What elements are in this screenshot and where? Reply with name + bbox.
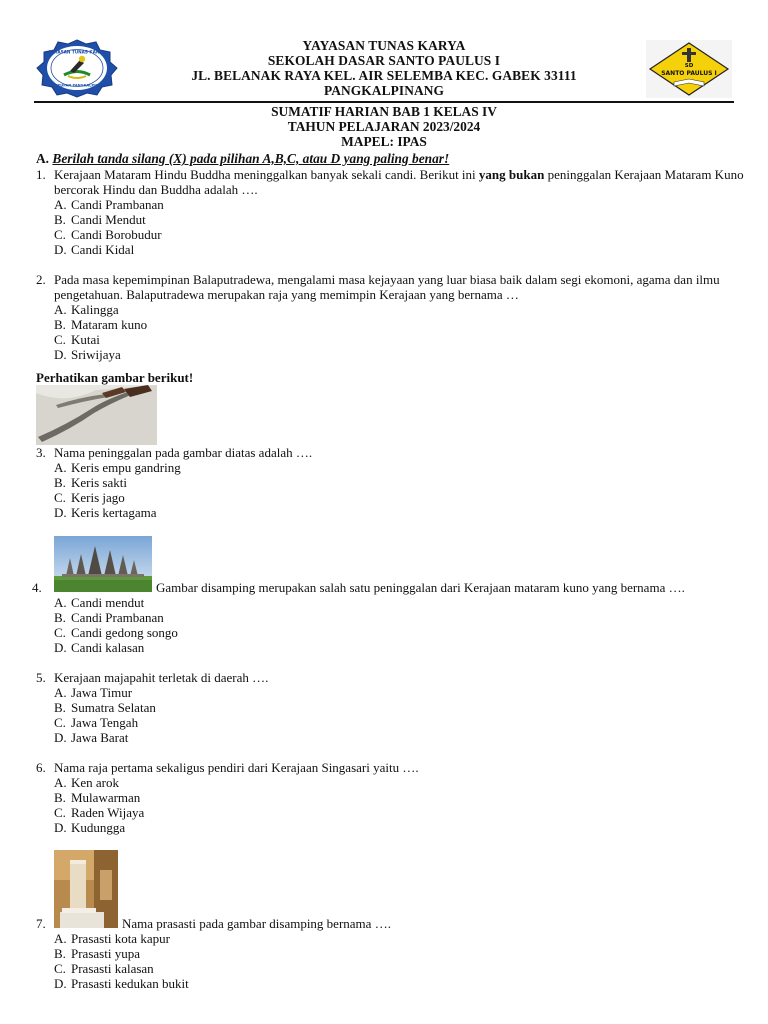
option-letter: A. bbox=[54, 595, 67, 610]
option-text: Keris jago bbox=[71, 490, 125, 505]
option-letter: C. bbox=[54, 961, 66, 976]
option-letter: D. bbox=[54, 505, 67, 520]
question-number: 5. bbox=[36, 670, 46, 685]
option-text: Candi kalasan bbox=[71, 640, 145, 655]
question-number: 2. bbox=[36, 272, 46, 287]
option-b[interactable] bbox=[54, 212, 164, 227]
option-a[interactable] bbox=[54, 460, 181, 475]
options-list bbox=[54, 775, 144, 835]
option-text: Keris sakti bbox=[71, 475, 127, 490]
option-a[interactable] bbox=[54, 302, 147, 317]
option-d[interactable] bbox=[54, 976, 189, 991]
options-list bbox=[54, 197, 164, 257]
option-c[interactable] bbox=[54, 332, 147, 347]
option-letter: D. bbox=[54, 347, 67, 362]
option-text: Prasasti kalasan bbox=[71, 961, 154, 976]
section-label: A. bbox=[36, 151, 50, 166]
option-text: Jawa Barat bbox=[71, 730, 129, 745]
letterhead bbox=[0, 0, 768, 102]
option-b[interactable] bbox=[54, 317, 147, 332]
school-city: PANGKALPINANG bbox=[323, 83, 445, 98]
header-divider bbox=[34, 101, 734, 103]
option-text: Kudungga bbox=[71, 820, 126, 835]
option-letter: B. bbox=[54, 212, 66, 227]
question-text-part: Kerajaan Mataram Hindu Buddha meninggalkan banyak sekali candi. Berikut ini bbox=[54, 167, 479, 182]
option-b[interactable] bbox=[54, 475, 181, 490]
option-c[interactable] bbox=[54, 625, 178, 640]
school-header bbox=[130, 38, 638, 98]
temple-image bbox=[54, 536, 152, 592]
school-address: JL. BELANAK RAYA KEL. AIR SELEMBA KEC. GABEK 33111 bbox=[191, 68, 577, 83]
option-c[interactable] bbox=[54, 805, 144, 820]
svg-text:YAYASAN TUNAS KARYA: YAYASAN TUNAS KARYA bbox=[49, 49, 105, 55]
svg-text:SANTO PAULUS I: SANTO PAULUS I bbox=[661, 70, 717, 77]
question-number: 3. bbox=[36, 445, 46, 460]
options-list bbox=[54, 931, 189, 991]
exam-title-line2: TAHUN PELAJARAN 2023/2024 bbox=[287, 119, 481, 134]
option-text: Jawa Timur bbox=[71, 685, 133, 700]
option-text: Mulawarman bbox=[71, 790, 141, 805]
question-text: Nama peninggalan pada gambar diatas adalah …. bbox=[54, 445, 313, 460]
option-c[interactable] bbox=[54, 490, 181, 505]
observe-instruction: Perhatikan gambar berikut! bbox=[36, 370, 194, 385]
keris-image bbox=[36, 385, 157, 445]
option-letter: A. bbox=[54, 197, 67, 212]
option-a[interactable] bbox=[54, 197, 164, 212]
option-text: Keris kertagama bbox=[71, 505, 157, 520]
option-d[interactable] bbox=[54, 730, 156, 745]
option-text: Kutai bbox=[71, 332, 100, 347]
svg-text:KEUSKUPAN PANGKALPINANG: KEUSKUPAN PANGKALPINANG bbox=[46, 83, 108, 88]
option-letter: B. bbox=[54, 790, 66, 805]
option-letter: A. bbox=[54, 302, 67, 317]
question-emphasis: yang bukan bbox=[478, 167, 545, 182]
yayasan-logo bbox=[34, 38, 120, 98]
option-d[interactable] bbox=[54, 505, 181, 520]
option-text: Prasasti yupa bbox=[71, 946, 140, 961]
option-a[interactable] bbox=[54, 685, 156, 700]
option-letter: C. bbox=[54, 715, 66, 730]
school-name: SEKOLAH DASAR SANTO PAULUS I bbox=[267, 53, 501, 68]
option-text: Prasasti kedukan bukit bbox=[71, 976, 189, 991]
option-a[interactable] bbox=[54, 775, 144, 790]
option-text: Keris empu gandring bbox=[71, 460, 181, 475]
question-number: 4. bbox=[32, 580, 42, 595]
question-number: 1. bbox=[36, 167, 46, 182]
option-d[interactable] bbox=[54, 640, 178, 655]
option-b[interactable] bbox=[54, 946, 189, 961]
question-text: Nama prasasti pada gambar disamping bernama …. bbox=[122, 916, 391, 931]
option-b[interactable] bbox=[54, 790, 144, 805]
option-text: Sriwijaya bbox=[71, 347, 121, 362]
section-a-heading bbox=[36, 151, 449, 167]
option-letter: D. bbox=[54, 976, 67, 991]
option-d[interactable] bbox=[54, 347, 147, 362]
option-text: Prasasti kota kapur bbox=[71, 931, 170, 946]
option-text: Candi Prambanan bbox=[71, 197, 164, 212]
exam-title-line3: MAPEL: IPAS bbox=[341, 134, 427, 149]
option-text: Jawa Tengah bbox=[71, 715, 139, 730]
option-letter: B. bbox=[54, 700, 66, 715]
option-text: Candi mendut bbox=[71, 595, 145, 610]
option-letter: B. bbox=[54, 946, 66, 961]
option-c[interactable] bbox=[54, 227, 164, 242]
school-logo bbox=[646, 40, 732, 98]
option-b[interactable] bbox=[54, 610, 178, 625]
question-text: Pada masa kepemimpinan Balaputradewa, mengalami masa kejayaan yang luar biasa baik dalam segi ekomoni, agama dan ilmu pengetahuan. Balaputradewa merupakan raja yang memimpin Kerajaan yang bernama … bbox=[54, 272, 720, 302]
option-a[interactable] bbox=[54, 931, 189, 946]
option-c[interactable] bbox=[54, 961, 189, 976]
option-letter: D. bbox=[54, 242, 67, 257]
option-text: Kalingga bbox=[71, 302, 119, 317]
option-letter: C. bbox=[54, 625, 66, 640]
option-letter: A. bbox=[54, 460, 67, 475]
options-list bbox=[54, 302, 147, 362]
option-text: Raden Wijaya bbox=[71, 805, 145, 820]
option-letter: D. bbox=[54, 730, 67, 745]
option-text: Mataram kuno bbox=[71, 317, 148, 332]
option-letter: C. bbox=[54, 227, 66, 242]
option-d[interactable] bbox=[54, 820, 144, 835]
options-list bbox=[54, 685, 156, 745]
question-text-part: peninggalan Kerajaan Mataram Kuno bercorak Hindu dan Buddha adalah …. bbox=[54, 167, 744, 197]
option-letter: C. bbox=[54, 805, 66, 820]
question-number: 6. bbox=[36, 760, 46, 775]
question-text bbox=[54, 167, 744, 197]
option-letter: B. bbox=[54, 610, 66, 625]
question-text: Kerajaan majapahit terletak di daerah …. bbox=[54, 670, 269, 685]
options-list bbox=[54, 460, 181, 520]
question-text: Nama raja pertama sekaligus pendiri dari Kerajaan Singasari yaitu …. bbox=[54, 760, 419, 775]
foundation-name: YAYASAN TUNAS KARYA bbox=[302, 38, 466, 53]
section-instruction: Berilah tanda silang (X) pada pilihan A,B,C, atau D yang paling benar! bbox=[52, 151, 450, 166]
svg-text:SD: SD bbox=[684, 63, 694, 69]
option-letter: B. bbox=[54, 475, 66, 490]
option-text: Candi gedong songo bbox=[71, 625, 178, 640]
option-b[interactable] bbox=[54, 700, 156, 715]
options-list bbox=[54, 595, 178, 655]
question-number: 7. bbox=[36, 916, 46, 931]
option-letter: C. bbox=[54, 332, 66, 347]
option-text: Candi Mendut bbox=[71, 212, 146, 227]
option-letter: A. bbox=[54, 775, 67, 790]
exam-title bbox=[130, 104, 638, 149]
option-text: Ken arok bbox=[71, 775, 120, 790]
option-text: Candi Prambanan bbox=[71, 610, 164, 625]
option-text: Candi Borobudur bbox=[71, 227, 162, 242]
option-letter: D. bbox=[54, 640, 67, 655]
option-c[interactable] bbox=[54, 715, 156, 730]
option-text: Candi Kidal bbox=[71, 242, 135, 257]
option-text: Sumatra Selatan bbox=[71, 700, 156, 715]
option-letter: B. bbox=[54, 317, 66, 332]
inscription-image bbox=[54, 850, 118, 928]
option-d[interactable] bbox=[54, 242, 164, 257]
option-letter: D. bbox=[54, 820, 67, 835]
exam-title-line1: SUMATIF HARIAN BAB 1 KELAS IV bbox=[271, 104, 497, 119]
option-a[interactable] bbox=[54, 595, 178, 610]
option-letter: C. bbox=[54, 490, 66, 505]
option-letter: A. bbox=[54, 931, 67, 946]
question-text: Gambar disamping merupakan salah satu peninggalan dari Kerajaan mataram kuno yang bernama …. bbox=[156, 580, 685, 595]
option-letter: A. bbox=[54, 685, 67, 700]
